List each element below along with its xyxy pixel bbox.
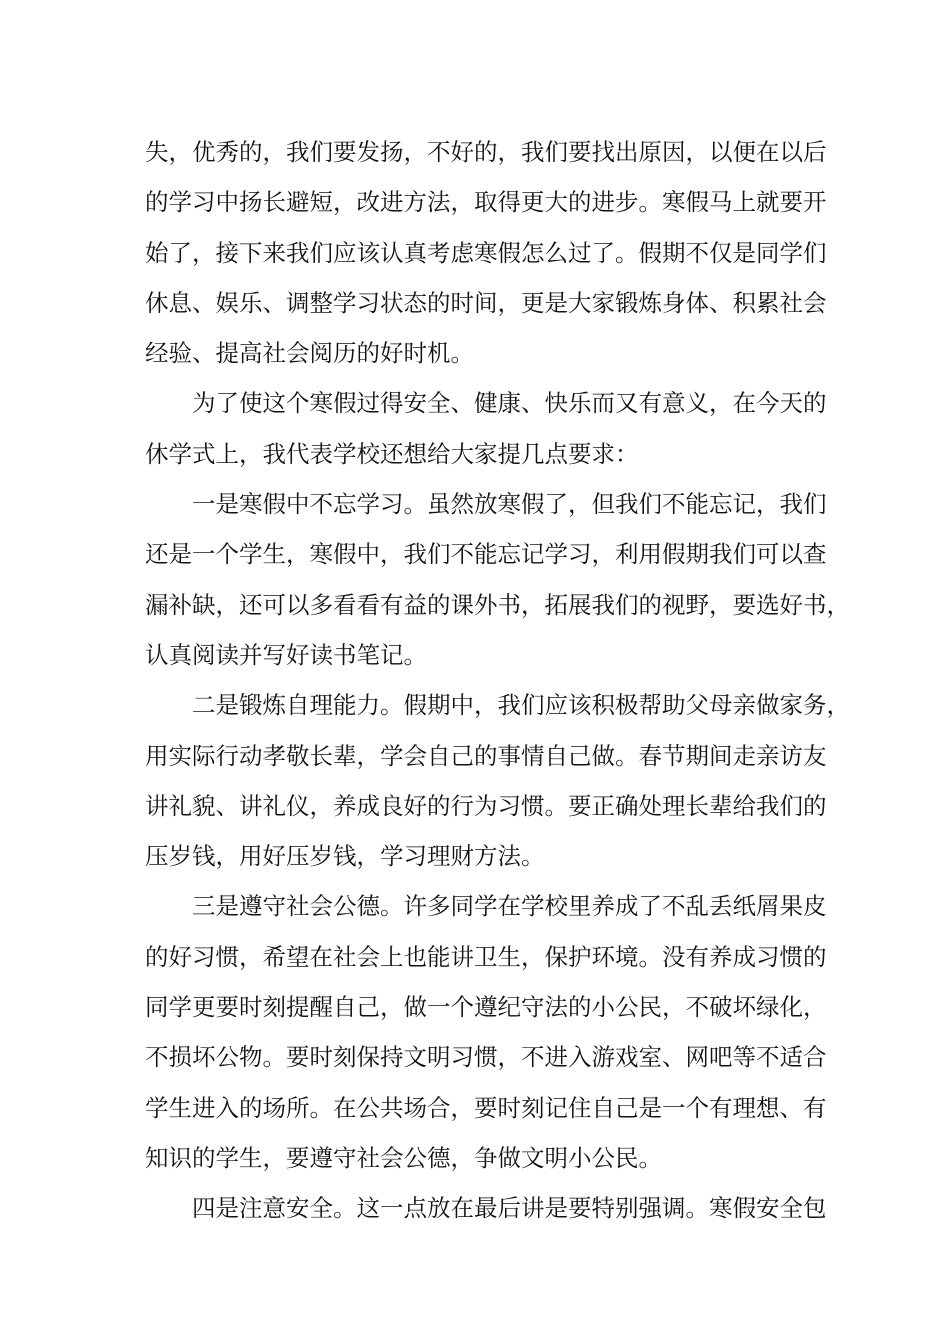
text-line: 休学式上，我代表学校还想给大家提几点要求： (145, 439, 639, 468)
text-line: 用实际行动孝敬长辈，学会自己的事情自己做。春节期间走亲访友 (145, 741, 827, 770)
text-line: 认真阅读并写好读书笔记。 (145, 640, 427, 669)
text-line: 的学习中扬长避短，改进方法，取得更大的进步。寒假马上就要开 (145, 188, 827, 217)
paragraph-first-line: 四是注意安全。这一点放在最后讲是要特别强调。寒假安全包 (192, 1194, 827, 1223)
paragraph-first-line: 二是锻炼自理能力。假期中，我们应该积极帮助父母亲做家务， (192, 691, 850, 720)
paragraph-first-line: 为了使这个寒假过得安全、健康、快乐而又有意义，在今天的 (192, 389, 827, 418)
text-line: 还是一个学生，寒假中，我们不能忘记学习，利用假期我们可以查 (145, 540, 827, 569)
document-body (145, 127, 850, 1234)
paragraph-first-line: 三是遵守社会公德。许多同学在学校里养成了不乱丢纸屑果皮 (192, 892, 827, 921)
text-line: 讲礼貌、讲礼仪，养成良好的行为习惯。要正确处理长辈给我们的 (145, 791, 827, 820)
paragraph-first-line: 一是寒假中不忘学习。虽然放寒假了，但我们不能忘记，我们 (192, 490, 827, 519)
text-line: 同学更要时刻提醒自己，做一个遵纪守法的小公民，不破坏绿化， (145, 993, 827, 1022)
text-line: 的好习惯，希望在社会上也能讲卫生，保护环境。没有养成习惯的 (145, 942, 827, 971)
text-line: 始了，接下来我们应该认真考虑寒假怎么过了。假期不仅是同学们 (145, 238, 827, 267)
text-line: 压岁钱，用好压岁钱，学习理财方法。 (145, 842, 545, 871)
text-line: 漏补缺，还可以多看看有益的课外书，拓展我们的视野，要选好书， (145, 590, 850, 619)
text-line: 知识的学生，要遵守社会公德，争做文明小公民。 (145, 1143, 662, 1172)
text-line: 经验、提高社会阅历的好时机。 (145, 339, 474, 368)
text-line: 休息、娱乐、调整学习状态的时间，更是大家锻炼身体、积累社会 (145, 288, 827, 317)
text-line: 失，优秀的，我们要发扬，不好的，我们要找出原因，以便在以后 (145, 138, 827, 166)
text-line: 不损坏公物。要时刻保持文明习惯，不进入游戏室、网吧等不适合 (145, 1043, 827, 1072)
text-line: 学生进入的场所。在公共场合，要时刻记住自己是一个有理想、有 (145, 1093, 827, 1122)
